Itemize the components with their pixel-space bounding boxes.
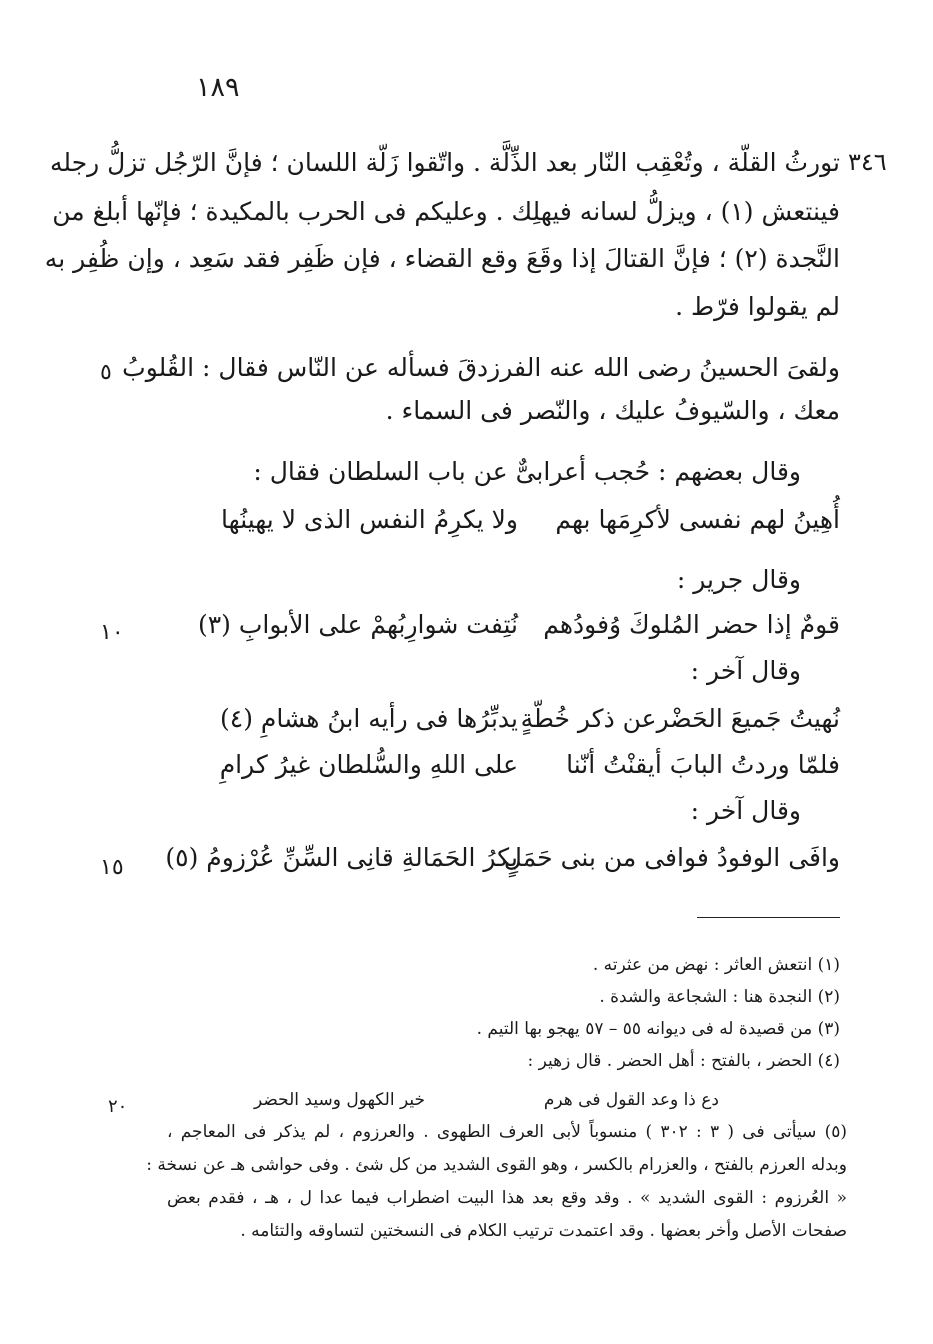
intro-line-3: وقال آخر :: [690, 656, 801, 685]
margin-number-5: ٥: [100, 360, 112, 385]
footnote-3: (٣) من قصيدة له فى ديوانه ٥٥ – ٥٧ يهجو بها التيم .: [476, 1019, 840, 1039]
para2-line-1: ولقىَ الحسينُ رضى الله عنه الفرزدقَ فسأله عن النّاس فقال : القُلوبُ: [122, 353, 840, 382]
verse5-first-hemistich: وافَى الوفودُ فوافى من بنى حَمَلٍ: [503, 843, 840, 872]
intro-line-1: وقال بعضهم : حُجب أعرابىٌّ عن باب السلطان فقال :: [253, 457, 801, 486]
verse1-first-hemistich: أُهِينُ لهم نفسى لأكرِمَها بهم: [555, 505, 840, 534]
verse4-first-hemistich: فلمّا وردتُ البابَ أيقنْتُ أنّنا: [566, 750, 840, 779]
verse2-first-hemistich: قومٌ إذا حضر المُلوكَ وُفودُهم: [543, 610, 840, 639]
intro-line-4: وقال آخر :: [690, 796, 801, 825]
verse1-second-hemistich: ولا يكرِمُ النفس الذى لا يهينُها: [221, 505, 518, 534]
margin-number-15: ١٥: [100, 855, 124, 880]
footnote-4-verse-first: دع ذا وعد القول فى هرم: [543, 1090, 719, 1110]
entry-line-3: النَّجدة (٢) ؛ فإنَّ القتالَ إذا وقَعَ وقع القضاء ، فإن ظَفِر فقد سَعِد ، وإن ظُفِر به: [44, 244, 840, 273]
verse2-second-hemistich: نُتِفت شوارِبُهمْ على الأبوابِ (٣): [197, 610, 518, 639]
page-number: ١٨٩: [196, 72, 240, 103]
entry-line-4: لم يقولوا فرّط .: [675, 292, 840, 321]
footnote-5-line-3: « العُرزوم : القوى الشديد » . وقد وقع بعد هذا البيت اضطراب فيما عدا ل ، هـ ، فقدم بعض: [167, 1188, 847, 1208]
footnote-4: (٤) الحضر ، بالفتح : أهل الحضر . قال زهير :: [527, 1051, 840, 1071]
footnote-4-verse-second: خير الكهول وسيد الحضر: [254, 1090, 425, 1110]
footnote-separator: [697, 917, 840, 918]
footnote-5-line-2: وبدله العرزم بالفتح ، والعزرام بالكسر ، وهو القوى الشديد من كل شئ . وفى حواشى هـ عن نسخة :: [146, 1155, 847, 1175]
verse4-second-hemistich: على اللهِ والسُّلطان غيرُ كرامِ: [219, 750, 518, 779]
footnote-2: (٢) النجدة هنا : الشجاعة والشدة .: [599, 987, 840, 1007]
footnote-5-line-1: (٥) سيأتى فى ( ٣ : ٣٠٢ ) منسوباً لأبى العرف الطهوى . والعرزوم ، لم يذكر فى المعاجم ،: [167, 1122, 847, 1142]
entry-line-2: فينتعش (١) ، ويزلُّ لسانه فيهلِك . وعليكم فى الحرب بالمكيدة ؛ فإنّها أبلغ من: [52, 197, 840, 226]
intro-line-2: وقال جرير :: [676, 565, 801, 594]
margin-number-20: ٢٠: [108, 1096, 128, 1117]
entry-number: ٣٤٦: [848, 148, 887, 176]
footnote-1: (١) انتعش العاثر : نهض من عثرته .: [592, 955, 840, 975]
para2-line-2: معك ، والسّيوفُ عليك ، والنّصر فى السماء .: [385, 396, 840, 425]
entry-line-1: تورثُ القلّة ، وتُعْقِب النّار بعد الذِّلَّة . واتّقوا زَلّة اللسان ؛ فإنَّ الرّجُل تزلُّ رجله: [50, 148, 840, 177]
verse3-first-hemistich: نُهيتُ جَميعَ الحَضْرعن ذكر خُطّةٍ: [520, 704, 840, 733]
margin-number-10: ١٠: [100, 620, 124, 645]
verse5-second-hemistich: بِكرُ الحَمَالةِ قانِى السِّنِّ عُرْزومُ (٥): [165, 843, 518, 872]
footnote-5-line-4: صفحات الأصل وأخر بعضها . وقد اعتمدت ترتيب الكلام فى النسختين لتساوقه والتئامه .: [240, 1221, 847, 1241]
verse3-second-hemistich: يدبِّرُها فى رأيه ابنُ هشامِ (٤): [219, 704, 518, 733]
